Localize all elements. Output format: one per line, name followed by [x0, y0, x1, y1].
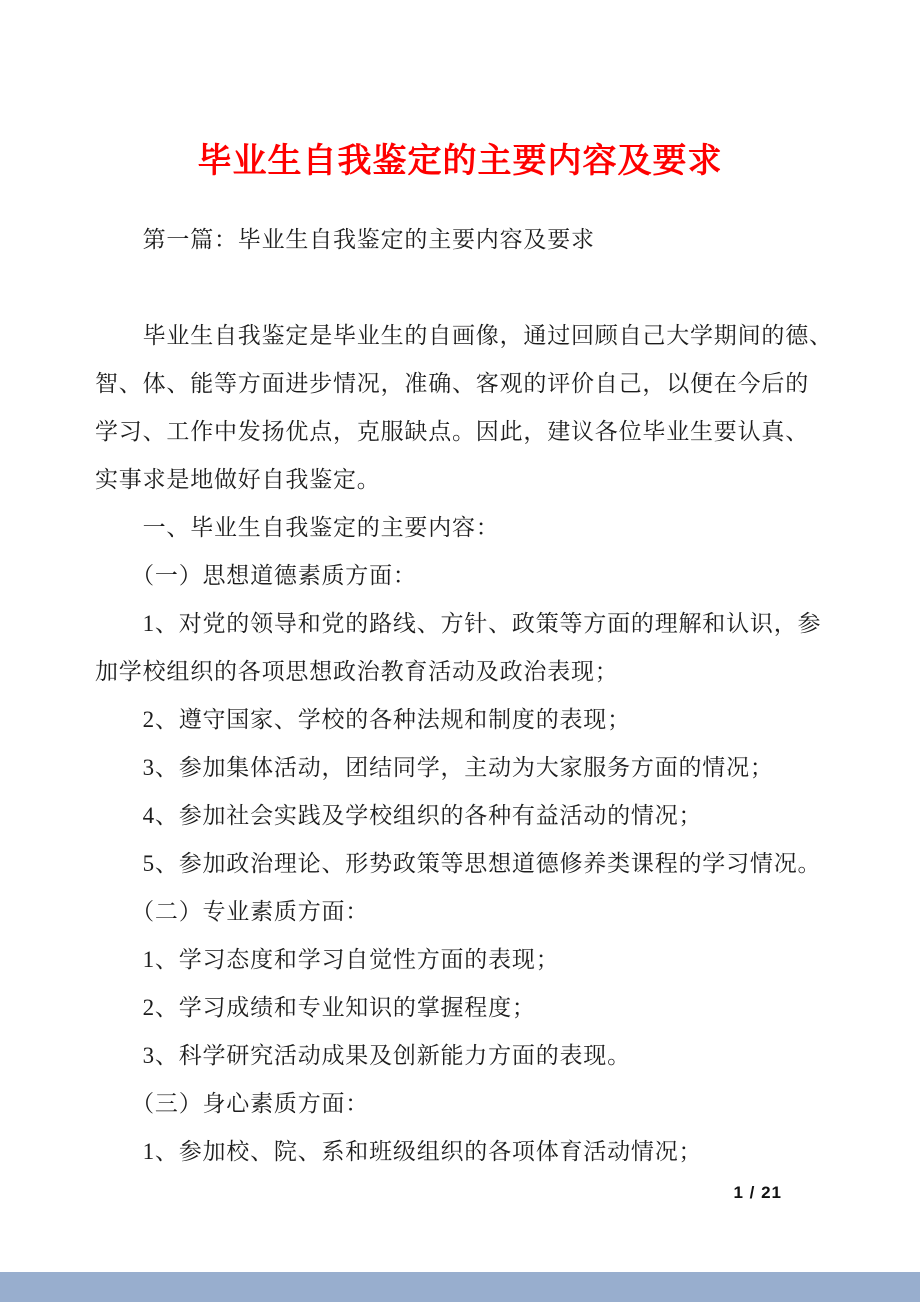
text-line: 一、毕业生自我鉴定的主要内容：	[95, 514, 500, 540]
text-line: 实事求是地做好自我鉴定。	[95, 466, 381, 492]
text-line: （三）身心素质方面：	[95, 1090, 370, 1116]
text-line: 3、参加集体活动，团结同学，主动为大家服务方面的情况；	[95, 754, 774, 780]
text-line: 1、对党的领导和党的路线、方针、政策等方面的理解和认识，参	[95, 610, 822, 636]
text-line: 智、体、能等方面进步情况，准确、客观的评价自己，以便在今后的	[95, 370, 809, 396]
text-line: （一）思想道德素质方面：	[95, 562, 417, 588]
text-line: 毕业生自我鉴定是毕业生的自画像，通过回顾自己大学期间的德、	[95, 322, 833, 348]
text-line: 5、参加政治理论、形势政策等思想道德修养类课程的学习情况。	[95, 850, 822, 876]
text-line: 2、学习成绩和专业知识的掌握程度；	[95, 994, 536, 1020]
page-number: 1 / 21	[733, 1183, 782, 1202]
text-line: 3、科学研究活动成果及创新能力方面的表现。	[95, 1042, 631, 1068]
text-line: 加学校组织的各项思想政治教育活动及政治表现；	[95, 658, 619, 684]
text-line: 4、参加社会实践及学校组织的各种有益活动的情况；	[95, 802, 703, 828]
text-line: 学习、工作中发扬优点，克服缺点。因此，建议各位毕业生要认真、	[95, 418, 809, 444]
text-line: 第一篇：毕业生自我鉴定的主要内容及要求	[95, 226, 595, 252]
document-body	[0, 216, 920, 1176]
text-line: 2、遵守国家、学校的各种法规和制度的表现；	[95, 706, 631, 732]
text-line: 1、参加校、院、系和班级组织的各项体育活动情况；	[95, 1138, 703, 1164]
text-line: （二）专业素质方面：	[95, 898, 370, 924]
document-title: 毕业生自我鉴定的主要内容及要求	[197, 143, 723, 180]
text-line	[95, 264, 900, 312]
footer-bar	[0, 1272, 920, 1302]
text-line: 1、学习态度和学习自觉性方面的表现；	[95, 946, 560, 972]
